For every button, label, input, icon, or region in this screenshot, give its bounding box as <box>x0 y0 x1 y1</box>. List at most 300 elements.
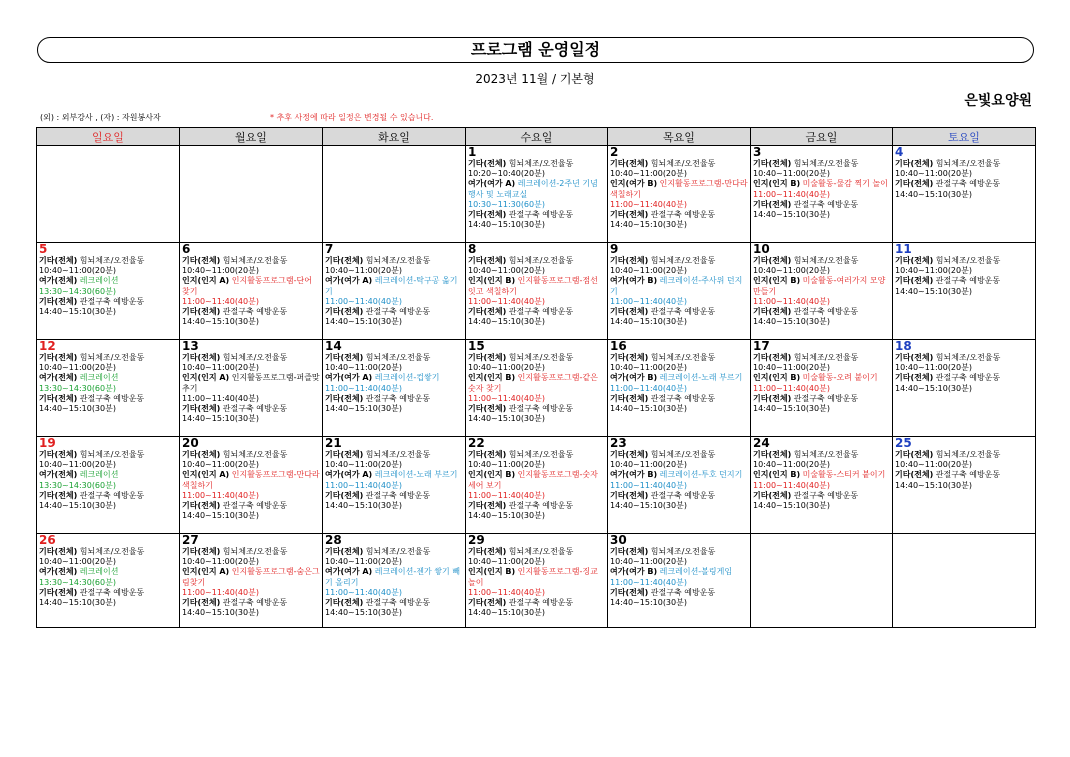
entry-time: 10:40~11:00(20분) <box>182 266 259 276</box>
schedule-entry <box>753 373 890 383</box>
calendar-week-row <box>37 437 1036 534</box>
calendar-body <box>37 146 1036 628</box>
entry-program: 관절구축 예방운동 <box>508 501 574 511</box>
entry-program: 관절구축 예방운동 <box>508 598 574 608</box>
day-number: 9 <box>610 242 619 256</box>
schedule-entry <box>182 598 320 608</box>
schedule-entry <box>39 470 177 480</box>
schedule-entry <box>468 547 605 557</box>
entry-category: 기타(전체) <box>182 547 221 556</box>
entry-program: 관절구축 예방운동 <box>222 307 288 317</box>
day-number: 7 <box>325 242 334 256</box>
entry-category: 기타(전체) <box>39 587 78 597</box>
schedule-entry <box>895 373 1033 383</box>
entry-category: 기타(전체) <box>39 256 78 265</box>
schedule-entry <box>610 491 748 501</box>
entry-program: 미술활동-스티커 붙이기 <box>802 470 886 480</box>
schedule-entry <box>895 256 1033 266</box>
entry-category: 기타(전체) <box>895 470 934 480</box>
schedule-entry <box>325 307 463 317</box>
entry-category: 기타(전체) <box>182 501 221 511</box>
schedule-entry <box>325 450 463 460</box>
entry-program: 힘뇌체조/오전율동 <box>508 256 574 265</box>
entry-program: 레크레이션 <box>79 567 119 577</box>
entry-category: 기타(전체) <box>325 393 364 403</box>
schedule-entry <box>468 450 605 460</box>
schedule-entry <box>325 567 463 587</box>
schedule-entry <box>468 210 605 220</box>
entry-category: 여가(전체) <box>39 470 78 480</box>
entry-category: 기타(전체) <box>468 353 507 362</box>
day-number: 18 <box>895 339 912 353</box>
entry-category: 인지(인지 B) <box>468 567 516 577</box>
entry-category: 여가(전체) <box>39 276 78 286</box>
entry-category: 여가(전체) <box>39 373 78 383</box>
calendar-day-cell <box>466 243 608 340</box>
day-number: 28 <box>325 533 342 547</box>
day-number: 10 <box>753 242 770 256</box>
entry-program: 인지활동프로그램-숨은그림찾기 <box>182 567 320 587</box>
day-number: 4 <box>895 145 904 159</box>
entry-program: 힘뇌체조/오전율동 <box>79 256 145 265</box>
entry-time: 14:40~15:10(30분) <box>753 501 830 511</box>
entry-program: 힘뇌체조/오전율동 <box>79 353 145 362</box>
schedule-entry <box>468 179 605 199</box>
entry-program: 인지활동프로그램-숫자세어 보기 <box>468 470 598 490</box>
entry-program: 힘뇌체조/오전율동 <box>365 353 431 362</box>
entry-time: 11:00~11:40(40분) <box>610 296 687 306</box>
schedule-entry <box>610 276 748 296</box>
entry-program: 힘뇌체조/오전율동 <box>222 547 288 556</box>
entry-program: 레크레이션-볼링게임 <box>659 567 733 577</box>
entry-category: 기타(전체) <box>182 256 221 265</box>
day-number: 16 <box>610 339 627 353</box>
entry-category: 기타(전체) <box>895 353 934 362</box>
schedule-entry <box>39 256 177 266</box>
calendar-day-cell <box>608 534 751 628</box>
entry-time: 14:40~15:10(30분) <box>39 501 116 511</box>
entry-category: 기타(전체) <box>468 210 507 220</box>
entry-time: 11:00~11:40(40분) <box>753 480 830 490</box>
calendar-day-cell <box>37 243 180 340</box>
entry-program: 힘뇌체조/오전율동 <box>650 256 716 265</box>
entry-program: 힘뇌체조/오전율동 <box>650 353 716 362</box>
entry-time: 11:00~11:40(40분) <box>753 296 830 306</box>
calendar-day-cell <box>37 437 180 534</box>
weekday-friday: 금요일 <box>751 128 893 146</box>
entry-program: 관절구축 예방운동 <box>793 393 859 403</box>
entry-time: 14:40~15:10(30분) <box>895 286 972 296</box>
entry-program: 관절구축 예방운동 <box>222 404 288 414</box>
calendar-day-cell <box>608 340 751 437</box>
page-title: 프로그램 운영일정 <box>37 37 1034 63</box>
entry-category: 여가(여가 A) <box>325 470 373 480</box>
schedule-entry <box>39 394 177 404</box>
calendar-week-row <box>37 146 1036 243</box>
schedule-entry <box>753 353 890 363</box>
day-number: 22 <box>468 436 485 450</box>
entry-time: 14:40~15:10(30분) <box>753 317 830 327</box>
entry-program: 인지활동프로그램-점선잇고 색칠하기 <box>468 276 598 296</box>
entry-program: 레크레이션-노래 부르기 <box>659 373 743 383</box>
entry-program: 레크레이션-젠가 쌓기 빼기 올리기 <box>325 567 461 587</box>
entry-program: 힘뇌체조/오전율동 <box>793 450 859 459</box>
schedule-entry <box>468 256 605 266</box>
entry-category: 여가(전체) <box>39 567 78 577</box>
entry-category: 기타(전체) <box>753 450 792 459</box>
entry-time: 14:40~15:10(30분) <box>325 404 402 414</box>
entry-program: 관절구축 예방운동 <box>650 210 716 220</box>
weekday-monday: 월요일 <box>180 128 323 146</box>
schedule-entry <box>468 470 605 490</box>
schedule-entry <box>182 501 320 511</box>
entry-time: 11:00~11:40(40분) <box>182 490 259 500</box>
entry-category: 기타(전체) <box>39 490 78 500</box>
entry-program: 관절구축 예방운동 <box>508 307 574 317</box>
schedule-entry <box>468 567 605 587</box>
entry-category: 여가(여가 A) <box>468 179 516 189</box>
schedule-entry <box>468 276 605 296</box>
entry-category: 기타(전체) <box>182 598 221 608</box>
entry-program: 관절구축 예방운동 <box>79 587 145 597</box>
entry-category: 기타(전체) <box>325 598 364 608</box>
entry-category: 기타(전체) <box>610 307 649 317</box>
entry-category: 기타(전체) <box>468 256 507 265</box>
entry-category: 기타(전체) <box>753 199 792 209</box>
entry-time: 14:40~15:10(30분) <box>468 414 545 424</box>
entry-category: 인지(인지 B) <box>468 276 516 286</box>
schedule-entry <box>610 179 748 199</box>
legend-note: (외) : 외부강사 , (자) : 자원봉사자 <box>40 113 161 122</box>
entry-time: 11:00~11:40(40분) <box>182 393 259 403</box>
weekday-wednesday: 수요일 <box>466 128 608 146</box>
entry-program: 힘뇌체조/오전율동 <box>222 450 288 459</box>
entry-category: 여가(여가 B) <box>610 276 658 286</box>
entry-category: 여가(여가 B) <box>610 567 658 577</box>
entry-program: 관절구축 예방운동 <box>793 307 859 317</box>
entry-program: 관절구축 예방운동 <box>222 598 288 608</box>
entry-category: 기타(전체) <box>39 547 78 556</box>
entry-program: 레크레이션 <box>79 276 119 286</box>
schedule-entry <box>182 404 320 414</box>
schedule-entry <box>895 470 1033 480</box>
entry-time: 10:40~11:00(20분) <box>753 460 830 470</box>
schedule-entry <box>468 598 605 608</box>
entry-time: 11:00~11:40(40분) <box>468 393 545 403</box>
calendar-week-row <box>37 534 1036 628</box>
schedule-entry <box>753 276 890 296</box>
calendar-day-cell <box>608 146 751 243</box>
calendar-day-cell <box>608 243 751 340</box>
entry-program: 관절구축 예방운동 <box>793 199 859 209</box>
entry-program: 힘뇌체조/오전율동 <box>650 450 716 459</box>
calendar-day-cell <box>608 437 751 534</box>
entry-time: 11:00~11:40(40분) <box>753 383 830 393</box>
day-number: 1 <box>468 145 477 159</box>
entry-category: 기타(전체) <box>468 547 507 556</box>
weekday-saturday: 토요일 <box>893 128 1036 146</box>
schedule-entry <box>39 373 177 383</box>
entry-category: 기타(전체) <box>895 159 934 168</box>
entry-category: 기타(전체) <box>182 307 221 317</box>
entry-program: 레크레이션-주사위 던지기 <box>610 276 743 296</box>
entry-program: 관절구축 예방운동 <box>935 470 1001 480</box>
entry-program: 관절구축 예방운동 <box>365 598 431 608</box>
schedule-entry <box>753 179 890 189</box>
entry-time: 11:00~11:40(40분) <box>182 296 259 306</box>
entry-category: 여가(여가 B) <box>610 373 658 383</box>
entry-program: 미술활동-오려 붙이기 <box>802 373 878 383</box>
entry-category: 기타(전체) <box>325 547 364 556</box>
entry-time: 10:40~11:00(20분) <box>753 266 830 276</box>
day-number: 26 <box>39 533 56 547</box>
entry-program: 힘뇌체조/오전율동 <box>79 547 145 556</box>
entry-time: 10:40~11:00(20분) <box>895 169 972 179</box>
entry-time: 14:40~15:10(30분) <box>182 414 259 424</box>
entry-program: 힘뇌체조/오전율동 <box>793 353 859 362</box>
entry-category: 인지(인지 B) <box>468 373 516 383</box>
entry-program: 관절구축 예방운동 <box>935 373 1001 383</box>
entry-category: 기타(전체) <box>895 276 934 286</box>
entry-program: 힘뇌체조/오전율동 <box>935 450 1001 459</box>
entry-category: 기타(전체) <box>610 256 649 265</box>
schedule-entry <box>468 501 605 511</box>
schedule-entry <box>753 450 890 460</box>
weekday-thursday: 목요일 <box>608 128 751 146</box>
schedule-entry <box>39 547 177 557</box>
entry-category: 기타(전체) <box>610 210 649 220</box>
entry-time: 10:40~11:00(20분) <box>895 460 972 470</box>
schedule-entry <box>39 567 177 577</box>
entry-time: 10:40~11:00(20분) <box>325 557 402 567</box>
entry-category: 기타(전체) <box>895 450 934 459</box>
entry-program: 관절구축 예방운동 <box>650 393 716 403</box>
entry-time: 14:40~15:10(30분) <box>610 404 687 414</box>
schedule-entry <box>468 307 605 317</box>
entry-category: 기타(전체) <box>39 450 78 459</box>
calendar-day-cell <box>323 437 466 534</box>
schedule-entry <box>610 547 748 557</box>
schedule-entry <box>753 200 890 210</box>
schedule-entry <box>182 307 320 317</box>
schedule-entry <box>753 307 890 317</box>
calendar-day-cell <box>37 146 180 243</box>
calendar-table <box>36 127 1036 628</box>
entry-category: 여가(여가 B) <box>610 470 658 480</box>
entry-time: 11:00~11:40(40분) <box>182 587 259 597</box>
entry-category: 기타(전체) <box>610 159 649 168</box>
schedule-entry <box>753 256 890 266</box>
day-number: 13 <box>182 339 199 353</box>
schedule-entry <box>182 373 320 393</box>
entry-category: 기타(전체) <box>468 598 507 608</box>
entry-program: 힘뇌체조/오전율동 <box>935 159 1001 168</box>
entry-program: 힘뇌체조/오전율동 <box>793 256 859 265</box>
day-number: 12 <box>39 339 56 353</box>
entry-program: 미술활동-여러가지 모양 만들기 <box>753 276 886 296</box>
weekday-sunday: 일요일 <box>37 128 180 146</box>
day-number: 27 <box>182 533 199 547</box>
entry-category: 기타(전체) <box>39 393 78 403</box>
entry-program: 관절구축 예방운동 <box>935 179 1001 189</box>
schedule-entry <box>182 470 320 490</box>
entry-category: 기타(전체) <box>325 490 364 500</box>
entry-time: 10:40~11:00(20분) <box>182 557 259 567</box>
entry-time: 13:30~14:30(60분) <box>39 577 116 587</box>
entry-program: 관절구축 예방운동 <box>650 307 716 317</box>
schedule-entry <box>468 159 605 169</box>
entry-time: 14:40~15:10(30분) <box>39 598 116 608</box>
entry-category: 인지(인지 A) <box>182 373 230 383</box>
calendar-day-cell <box>893 534 1036 628</box>
calendar-day-cell <box>751 534 893 628</box>
entry-category: 기타(전체) <box>325 256 364 265</box>
entry-program: 관절구축 예방운동 <box>365 393 431 403</box>
entry-category: 기타(전체) <box>610 353 649 362</box>
entry-program: 레크레이션-2주년 기념행사 및 노래교실 <box>468 179 598 199</box>
entry-time: 13:30~14:30(60분) <box>39 383 116 393</box>
schedule-entry <box>39 276 177 286</box>
entry-program: 인지활동프로그램-퍼즐맞추기 <box>182 373 320 393</box>
entry-time: 10:40~11:00(20분) <box>610 557 687 567</box>
schedule-entry <box>39 450 177 460</box>
schedule-entry <box>610 210 748 220</box>
schedule-entry <box>325 394 463 404</box>
schedule-entry <box>39 491 177 501</box>
calendar-day-cell <box>180 437 323 534</box>
schedule-entry <box>325 353 463 363</box>
calendar-day-cell <box>751 437 893 534</box>
entry-program: 힘뇌체조/오전율동 <box>935 353 1001 362</box>
entry-program: 힘뇌체조/오전율동 <box>508 353 574 362</box>
entry-category: 기타(전체) <box>325 450 364 459</box>
calendar-day-cell <box>751 243 893 340</box>
entry-time: 10:40~11:00(20분) <box>39 266 116 276</box>
day-number: 21 <box>325 436 342 450</box>
entry-program: 관절구축 예방운동 <box>365 490 431 500</box>
entry-category: 여가(여가 A) <box>325 567 373 577</box>
entry-program: 힘뇌체조/오전율동 <box>650 547 716 556</box>
entry-time: 10:40~11:00(20분) <box>468 557 545 567</box>
calendar-day-cell <box>466 340 608 437</box>
schedule-entry <box>610 450 748 460</box>
entry-time: 11:00~11:40(40분) <box>753 189 830 199</box>
entry-time: 14:40~15:10(30분) <box>468 317 545 327</box>
entry-time: 10:20~10:40(20분) <box>468 169 545 179</box>
entry-time: 14:40~15:10(30분) <box>182 511 259 521</box>
entry-program: 관절구축 예방운동 <box>508 210 574 220</box>
entry-time: 14:40~15:10(30분) <box>610 220 687 230</box>
entry-program: 관절구축 예방운동 <box>650 490 716 500</box>
entry-program: 관절구축 예방운동 <box>79 393 145 403</box>
calendar-day-cell <box>37 340 180 437</box>
entry-program: 힘뇌체조/오전율동 <box>365 256 431 265</box>
entry-category: 기타(전체) <box>895 256 934 265</box>
entry-time: 10:40~11:00(20분) <box>610 460 687 470</box>
entry-category: 인지(인지 B) <box>753 470 801 480</box>
entry-category: 기타(전체) <box>468 159 507 168</box>
entry-program: 인지활동프로그램-만다라 색칠하기 <box>610 179 748 199</box>
schedule-entry <box>182 256 320 266</box>
entry-category: 기타(전체) <box>182 353 221 362</box>
calendar-day-cell <box>180 146 323 243</box>
schedule-entry <box>325 470 463 480</box>
entry-program: 관절구축 예방운동 <box>793 490 859 500</box>
entry-time: 14:40~15:10(30분) <box>753 404 830 414</box>
subtitle: 2023년 11월 / 기본형 <box>475 72 595 86</box>
schedule-entry <box>753 470 890 480</box>
entry-category: 인지(인지 B) <box>468 470 516 480</box>
calendar-day-cell <box>893 437 1036 534</box>
entry-category: 기타(전체) <box>753 159 792 168</box>
day-number: 6 <box>182 242 191 256</box>
entry-time: 14:40~15:10(30분) <box>610 598 687 608</box>
entry-time: 11:00~11:40(40분) <box>468 587 545 597</box>
entry-category: 기타(전체) <box>610 547 649 556</box>
entry-category: 기타(전체) <box>610 490 649 500</box>
entry-category: 기타(전체) <box>468 307 507 317</box>
calendar-day-cell <box>466 146 608 243</box>
entry-category: 기타(전체) <box>39 353 78 362</box>
entry-time: 11:00~11:40(40분) <box>325 480 402 490</box>
entry-program: 레크레이션-투호 던지기 <box>659 470 743 480</box>
entry-time: 14:40~15:10(30분) <box>39 307 116 317</box>
entry-time: 10:40~11:00(20분) <box>895 266 972 276</box>
entry-time: 11:00~11:40(40분) <box>325 587 402 597</box>
schedule-entry <box>325 276 463 296</box>
entry-time: 10:40~11:00(20분) <box>39 363 116 373</box>
entry-time: 14:40~15:10(30분) <box>325 501 402 511</box>
entry-program: 인지활동프로그램-만다라 색칠하기 <box>182 470 320 490</box>
entry-program: 힘뇌체조/오전율동 <box>365 547 431 556</box>
entry-time: 11:00~11:40(40분) <box>325 296 402 306</box>
entry-category: 기타(전체) <box>325 353 364 362</box>
schedule-entry <box>895 179 1033 189</box>
entry-program: 힘뇌체조/오전율동 <box>365 450 431 459</box>
day-number: 23 <box>610 436 627 450</box>
entry-time: 14:40~15:10(30분) <box>753 210 830 220</box>
calendar-day-cell <box>180 243 323 340</box>
entry-program: 인지활동프로그램-같은숫자 찾기 <box>468 373 598 393</box>
calendar-week-row <box>37 340 1036 437</box>
entry-time: 14:40~15:10(30분) <box>610 317 687 327</box>
entry-category: 기타(전체) <box>182 404 221 414</box>
schedule-entry <box>610 373 748 383</box>
entry-category: 인지(여가 B) <box>610 179 658 189</box>
entry-time: 14:40~15:10(30분) <box>468 220 545 230</box>
schedule-entry <box>325 547 463 557</box>
entry-time: 10:40~11:00(20분) <box>468 266 545 276</box>
calendar-day-cell <box>751 340 893 437</box>
entry-time: 10:40~11:00(20분) <box>325 363 402 373</box>
schedule-entry <box>325 598 463 608</box>
schedule-entry <box>325 491 463 501</box>
entry-program: 관절구축 예방운동 <box>365 307 431 317</box>
entry-time: 10:40~11:00(20분) <box>895 363 972 373</box>
entry-time: 11:00~11:40(40분) <box>610 577 687 587</box>
entry-category: 기타(전체) <box>753 393 792 403</box>
entry-time: 10:40~11:00(20분) <box>182 460 259 470</box>
day-number: 5 <box>39 242 48 256</box>
entry-program: 레크레이션-노래 부르기 <box>374 470 458 480</box>
entry-time: 10:40~11:00(20분) <box>39 460 116 470</box>
calendar-day-cell <box>180 340 323 437</box>
schedule-entry <box>895 450 1033 460</box>
entry-program: 관절구축 예방운동 <box>222 501 288 511</box>
entry-time: 10:40~11:00(20분) <box>468 363 545 373</box>
entry-category: 기타(전체) <box>468 501 507 511</box>
schedule-entry <box>325 373 463 383</box>
